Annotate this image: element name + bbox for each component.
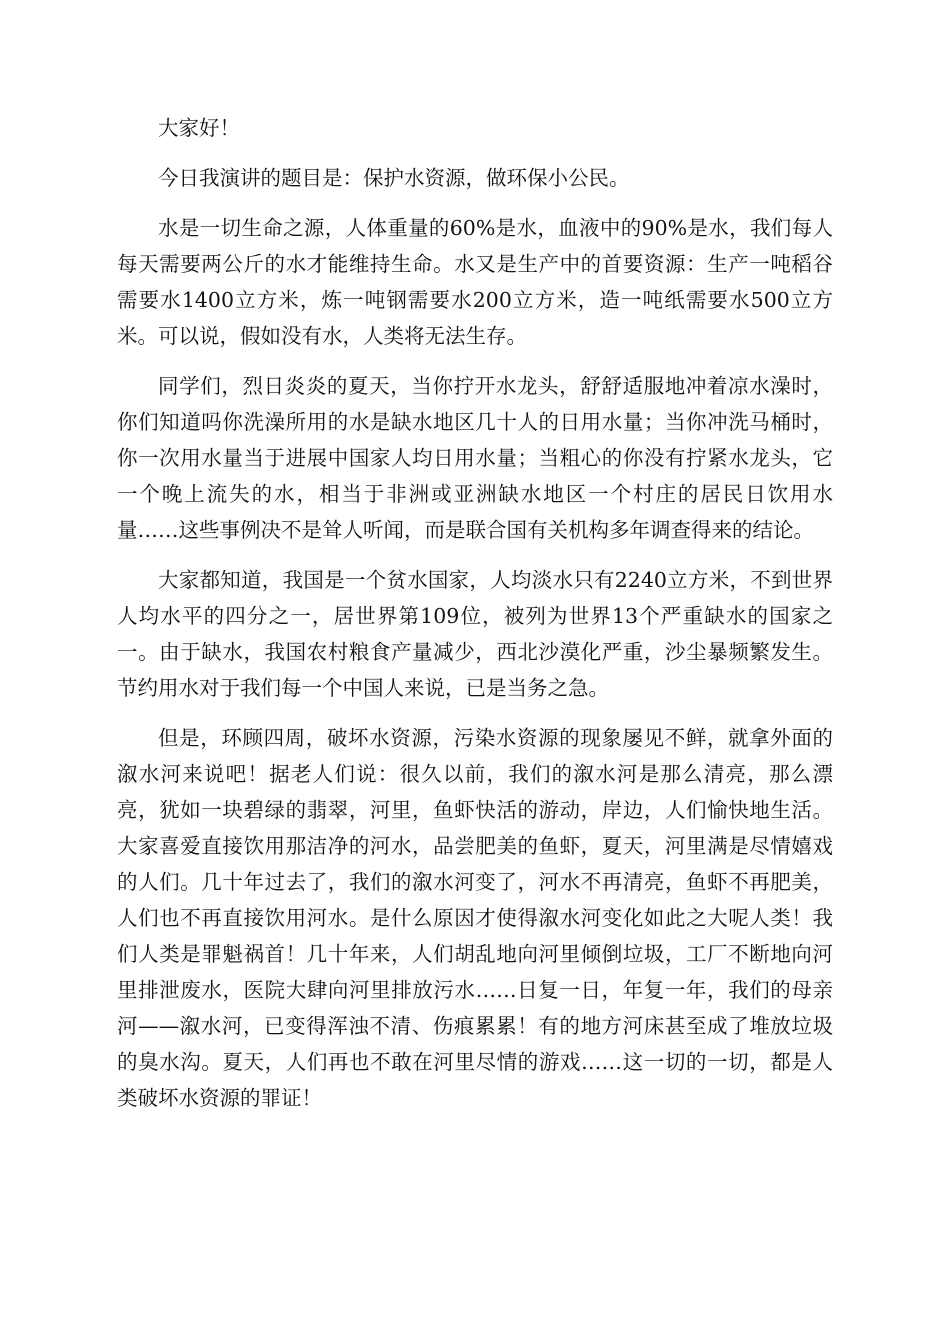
speech-body xyxy=(117,110,833,1130)
paragraph-water-importance: 水是一切生命之源，人体重量的60%是水，血液中的90%是水，我们每人每天需要两公斤的水才能维持生命。水又是生产中的首要资源：生产一吨稻谷需要水1400立方米，炼一吨钢需要水200立方米，造一吨纸需要水500立方米。可以说，假如没有水，人类将无法生存。 xyxy=(117,216,833,348)
paragraph-water-waste: 同学们，烈日炎炎的夏天，当你拧开水龙头，舒舒适服地冲着凉水澡时，你们知道吗你洗澡所用的水是缺水地区几十人的日用水量；当你冲洗马桶时，你一次用水量当于进展中国家人均日用水量；当粗心的你没有拧紧水龙头，它一个晚上流失的水，相当于非洲或亚洲缺水地区一个村庄的居民日饮用水量……这些事例决不是耸人听闻，而是联合国有关机构多年调查得来的结论。 xyxy=(117,374,833,542)
paragraph-greeting: 大家好！ xyxy=(158,116,240,140)
paragraph-topic: 今日我演讲的题目是：保护水资源，做环保小公民。 xyxy=(158,166,630,190)
paragraph-water-shortage: 大家都知道，我国是一个贫水国家，人均淡水只有2240立方米，不到世界人均水平的四分之一，居世界第109位，被列为世界13个严重缺水的国家之一。由于缺水，我国农村粮食产量减少，西北沙漠化严重，沙尘暴频繁发生。节约用水对于我们每一个中国人来说，已是当务之急。 xyxy=(117,568,833,700)
paragraph-river-pollution: 但是，环顾四周，破坏水资源，污染水资源的现象屡见不鲜，就拿外面的溆水河来说吧！据老人们说：很久以前，我们的溆水河是那么清亮，那么漂亮，犹如一块碧绿的翡翠，河里，鱼虾快活的游动，岸边，人们愉快地生活。大家喜爱直接饮用那洁净的河水，品尝肥美的鱼虾，夏天，河里满是尽情嬉戏的人们。几十年过去了，我们的溆水河变了，河水不再清亮，鱼虾不再肥美，人们也不再直接饮用河水。是什么原因才使得溆水河变化如此之大呢人类！我们人类是罪魁祸首！几十年来，人们胡乱地向河里倾倒垃圾，工厂不断地向河里排泄废水，医院大肆向河里排放污水……日复一日，年复一年，我们的母亲河——溆水河，已变得浑浊不清、伤痕累累！有的地方河床甚至成了堆放垃圾的臭水沟。夏天，人们再也不敢在河里尽情的游戏……这一切的一切，都是人类破坏水资源的罪证！ xyxy=(117,726,833,1110)
